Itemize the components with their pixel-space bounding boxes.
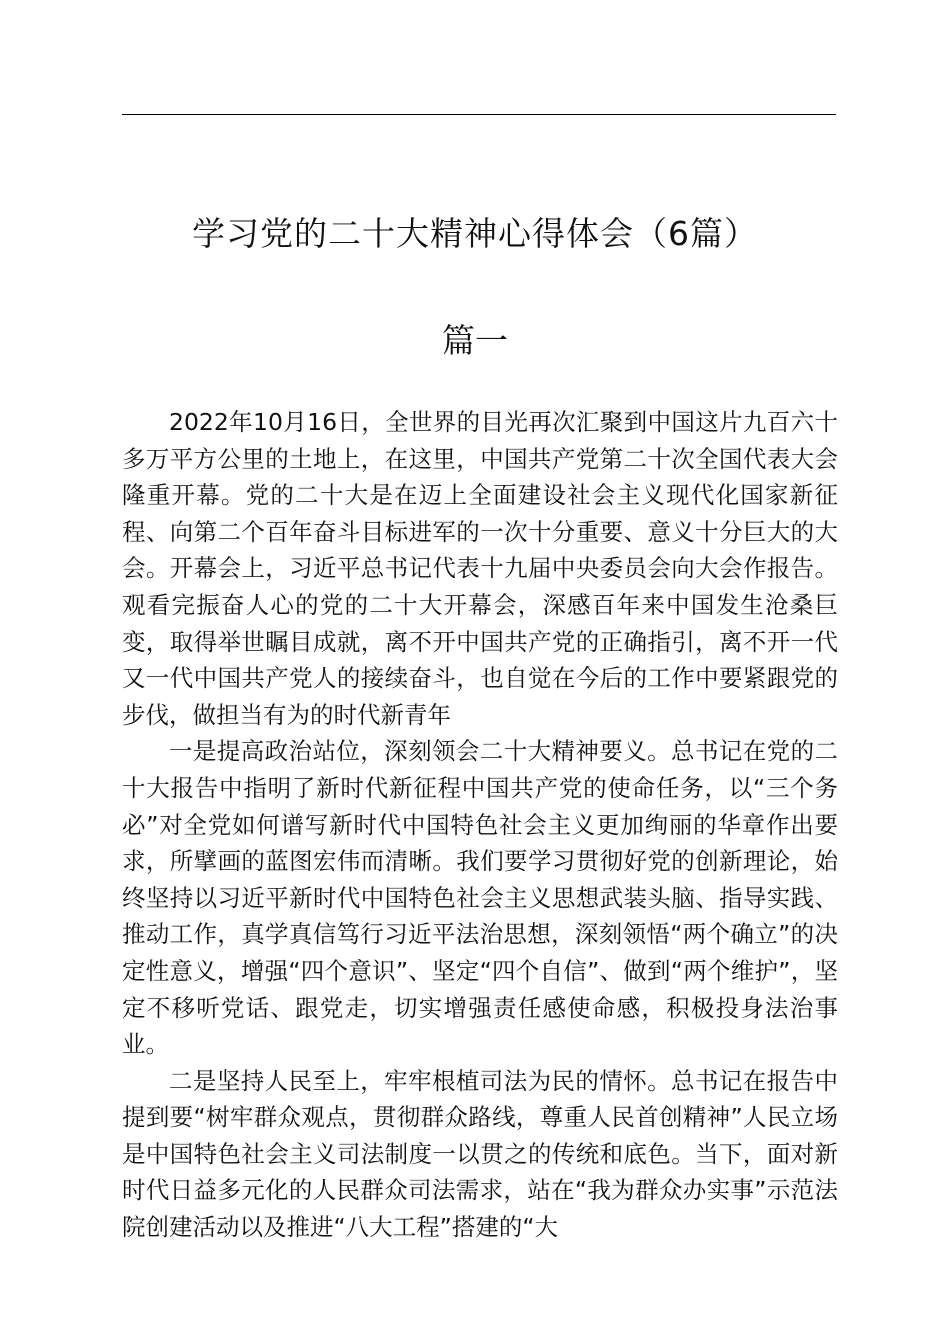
paragraph-1: 2022年10月16日，全世界的目光再次汇聚到中国这片九百六十多万平方公里的土地上，在这里，中国共产党第二十次全国代表大会隆重开幕。党的二十大是在迈上全面建设社会主义现代化国家新征程、向第二个百年奋斗目标进军的一次十分重要、意义十分巨大的大会。开幕会上，习近平总书记代表十九届中央委员会向大会作报告。观看完振奋人心的党的二十大开幕会，深感百年来中国发生沧桑巨变，取得举世瞩目成就，离不开中国共产党的正确指引，离不开一代又一代中国共产党人的接续奋斗，也自觉在今后的工作中要紧跟党的步伐，做担当有为的时代新青年 — [122, 408, 838, 729]
header-rule — [122, 114, 836, 115]
paragraph-3: 二是坚持人民至上，牢牢根植司法为民的情怀。总书记在报告中提到要“树牢群众观点，贯彻群众路线，尊重人民首创精神”人民立场是中国特色社会主义司法制度一以贯之的传统和底色。当下，面对新时代日益多元化的人民群众司法需求，站在“我为群众办实事”示范法院创建活动以及推进“八大工程”搭建的“大 — [122, 1066, 838, 1242]
paragraph-2: 一是提高政治站位，深刻领会二十大精神要义。总书记在党的二十大报告中指明了新时代新征程中国共产党的使命任务，以“三个务必”对全党如何谱写新时代中国特色社会主义更加绚丽的华章作出要求，所擘画的蓝图宏伟而清晰。我们要学习贯彻好党的创新理论，始终坚持以习近平新时代中国特色社会主义思想武装头脑、指导实践、推动工作，真学真信笃行习近平法治思想，深刻领悟“两个确立”的决定性意义，增强“四个意识”、坚定“四个自信”、做到“两个维护”，坚定不移听党话、跟党走，切实增强责任感使命感，积极投身法治事业。 — [122, 737, 838, 1059]
body-text — [122, 404, 838, 1246]
section-heading: 篇一 — [442, 321, 508, 360]
document-title: 学习党的二十大精神心得体会（6篇） — [192, 214, 758, 253]
